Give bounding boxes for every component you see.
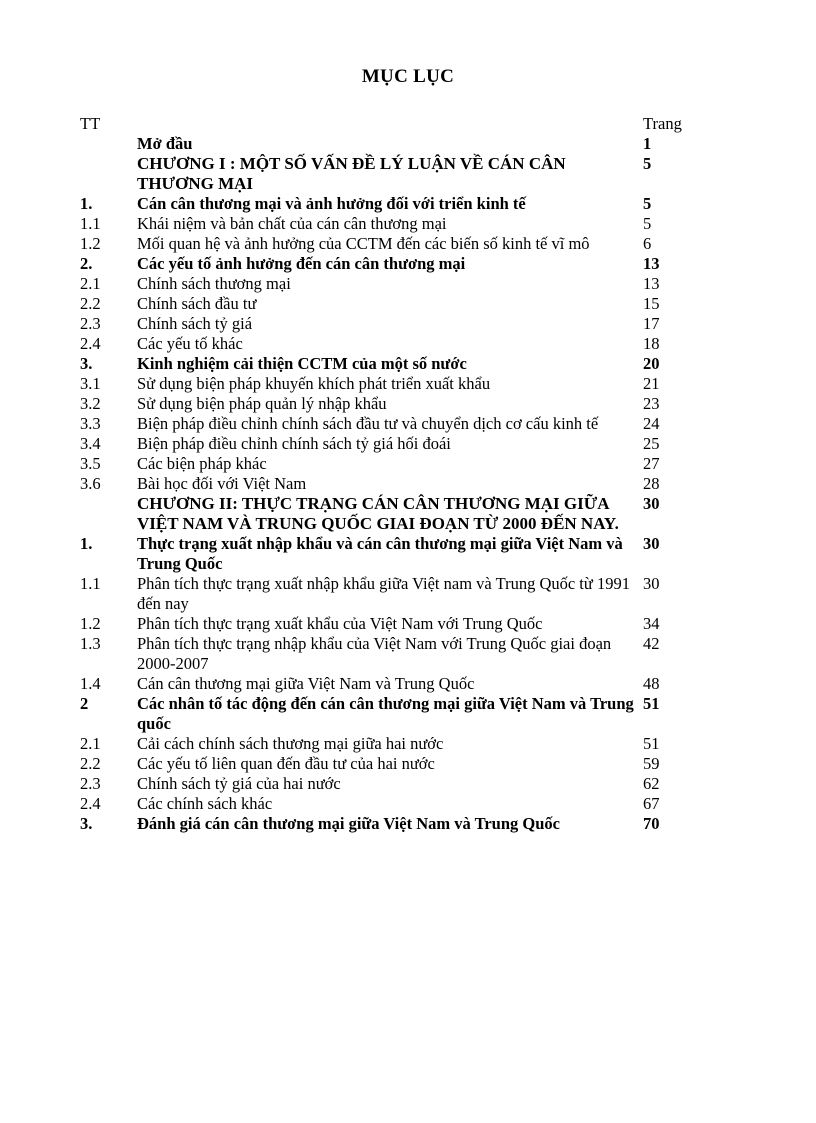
toc-row [80, 254, 720, 274]
toc-row [80, 754, 720, 774]
toc-row-number: 2.4 [80, 334, 101, 353]
toc-row-page: 34 [643, 614, 660, 633]
toc-row-page: 17 [643, 314, 660, 333]
toc-row-title: Phân tích thực trạng nhập khẩu của Việt Nam với Trung Quốc giai đoạn 2000-2007 [137, 634, 612, 673]
toc-row-title: Chính sách đầu tư [137, 294, 257, 313]
toc-row-title: Các biện pháp khác [137, 454, 267, 473]
toc-row-page: 51 [643, 734, 660, 753]
toc-row-title: Chính sách tỷ giá [137, 314, 253, 333]
toc-row-title: Mở đầu [137, 134, 193, 153]
toc-row [80, 614, 720, 634]
toc-row-title: Đánh giá cán cân thương mại giữa Việt Nam và Trung Quốc [137, 814, 560, 833]
toc-row-page: 70 [643, 814, 660, 833]
toc-row-title: Các yếu tố ảnh hưởng đến cán cân thương mại [137, 254, 466, 273]
toc-row-page: 18 [643, 334, 660, 353]
toc-row-page: 42 [643, 634, 660, 653]
toc-row-number: 2. [80, 254, 93, 273]
toc-row-page: 5 [643, 194, 652, 213]
toc-row-page: 30 [643, 494, 660, 513]
toc-row [80, 374, 720, 394]
toc-row-page: 51 [643, 694, 660, 713]
toc-row [80, 454, 720, 474]
toc-row-page: 1 [643, 134, 652, 153]
toc-row-page: 48 [643, 674, 660, 693]
toc-row-number: 3.3 [80, 414, 101, 433]
toc-row [80, 434, 720, 454]
column-header-page: Trang [643, 114, 682, 133]
toc-row [80, 314, 720, 334]
toc-row-number: 2.3 [80, 314, 101, 333]
toc-row-title: Mối quan hệ và ảnh hưởng của CCTM đến các biến số kinh tế vĩ mô [137, 234, 590, 253]
toc-row-page: 59 [643, 754, 660, 773]
toc-row-number: 1.2 [80, 234, 101, 253]
toc-row-title: Khái niệm và bản chất của cán cân thương mại [137, 214, 447, 233]
toc-row-number: 3.1 [80, 374, 101, 393]
toc-row-page: 5 [643, 214, 652, 233]
toc-row [80, 634, 720, 674]
toc-row-page: 62 [643, 774, 660, 793]
toc-row [80, 294, 720, 314]
toc-row-title: Bài học đối với Việt Nam [137, 474, 307, 493]
toc-row-page: 30 [643, 534, 660, 553]
toc-row-title: Phân tích thực trạng xuất nhập khẩu giữa Việt nam và Trung Quốc từ 1991 đến nay [137, 574, 630, 613]
toc-row-page: 15 [643, 294, 660, 313]
toc-row-title: Các nhân tố tác động đến cán cân thương mại giữa Việt Nam và Trung quốc [137, 694, 634, 733]
toc-row-title: Chính sách tỷ giá của hai nước [137, 774, 341, 793]
toc-row-title: Sử dụng biện pháp khuyến khích phát triển xuất khẩu [137, 374, 491, 393]
toc-row-title: CHƯƠNG II: THỰC TRẠNG CÁN CÂN THƯƠNG MẠI GIỮA VIỆT NAM VÀ TRUNG QUỐC GIAI ĐOẠN TỪ 2000 ĐẾN NAY. [137, 494, 619, 533]
toc-row [80, 214, 720, 234]
toc-row-page: 21 [643, 374, 660, 393]
toc-row [80, 534, 720, 574]
toc-row-number: 1.3 [80, 634, 101, 653]
toc-row-title: Các chính sách khác [137, 794, 273, 813]
toc-row [80, 574, 720, 614]
toc-row-page: 27 [643, 454, 660, 473]
toc-row-number: 2.1 [80, 734, 101, 753]
toc-row-number: 3.2 [80, 394, 101, 413]
toc-row [80, 794, 720, 814]
page-title: MỤC LỤC [361, 66, 455, 87]
toc-row-number: 2.1 [80, 274, 101, 293]
toc-row-title: Cán cân thương mại giữa Việt Nam và Trung Quốc [137, 674, 475, 693]
toc-row-page: 20 [643, 354, 660, 373]
toc-row [80, 154, 720, 194]
table-of-contents [80, 114, 720, 834]
toc-row-number: 3. [80, 814, 93, 833]
toc-row-title: Thực trạng xuất nhập khẩu và cán cân thương mại giữa Việt Nam và Trung Quốc [137, 534, 623, 573]
toc-row-page: 24 [643, 414, 660, 433]
toc-row-title: Cải cách chính sách thương mại giữa hai nước [137, 734, 444, 753]
toc-row [80, 194, 720, 214]
toc-row [80, 134, 720, 154]
toc-row [80, 694, 720, 734]
toc-row-number: 2.4 [80, 794, 101, 813]
toc-row-title: Sử dụng biện pháp quản lý nhập khẩu [137, 394, 387, 413]
toc-row-number: 3.5 [80, 454, 101, 473]
toc-row-number: 3.4 [80, 434, 101, 453]
toc-row [80, 674, 720, 694]
toc-row-page: 13 [643, 254, 660, 273]
toc-row-title: Các yếu tố khác [137, 334, 243, 353]
toc-row-number: 3.6 [80, 474, 101, 493]
toc-row [80, 274, 720, 294]
toc-row [80, 774, 720, 794]
toc-row [80, 734, 720, 754]
toc-header [80, 114, 720, 134]
toc-row-number: 2.2 [80, 294, 101, 313]
toc-row-number: 2.2 [80, 754, 101, 773]
toc-row [80, 394, 720, 414]
toc-row-number: 1.2 [80, 614, 101, 633]
toc-row-title: Biện pháp điều chỉnh chính sách đầu tư và chuyển dịch cơ cấu kinh tế [137, 414, 599, 433]
column-header-tt: TT [80, 114, 101, 133]
toc-row-number: 1.4 [80, 674, 101, 693]
toc-row-number: 1. [80, 534, 93, 553]
toc-row-number: 1.1 [80, 214, 101, 233]
toc-row-page: 25 [643, 434, 660, 453]
toc-row-page: 30 [643, 574, 660, 593]
toc-row [80, 234, 720, 254]
toc-row-title: Kinh nghiệm cải thiện CCTM của một số nước [137, 354, 467, 373]
toc-row [80, 474, 720, 494]
toc-row [80, 334, 720, 354]
toc-row-title: Biện pháp điều chỉnh chính sách tỷ giá hối đoái [137, 434, 451, 453]
toc-row-title: Chính sách thương mại [137, 274, 291, 293]
toc-row [80, 354, 720, 374]
toc-row-title: Phân tích thực trạng xuất khẩu của Việt Nam với Trung Quốc [137, 614, 543, 633]
toc-row-page: 23 [643, 394, 660, 413]
toc-row [80, 414, 720, 434]
toc-row-title: CHƯƠNG I : MỘT SỐ VẤN ĐỀ LÝ LUẬN VỀ CÁN CÂN THƯƠNG MẠI [137, 154, 566, 193]
toc-rows [80, 134, 720, 834]
toc-row-number: 1.1 [80, 574, 101, 593]
toc-row-page: 67 [643, 794, 660, 813]
toc-row-page: 5 [643, 154, 652, 173]
toc-row-number: 1. [80, 194, 93, 213]
toc-row-number: 2.3 [80, 774, 101, 793]
toc-row-number: 3. [80, 354, 93, 373]
toc-row [80, 814, 720, 834]
toc-row-page: 28 [643, 474, 660, 493]
toc-row [80, 494, 720, 534]
toc-row-number: 2 [80, 694, 89, 713]
toc-row-title: Các yếu tố liên quan đến đầu tư của hai nước [137, 754, 435, 773]
toc-row-title: Cán cân thương mại và ảnh hưởng đối với triển kinh tế [137, 194, 526, 213]
toc-row-page: 6 [643, 234, 652, 253]
toc-row-page: 13 [643, 274, 660, 293]
